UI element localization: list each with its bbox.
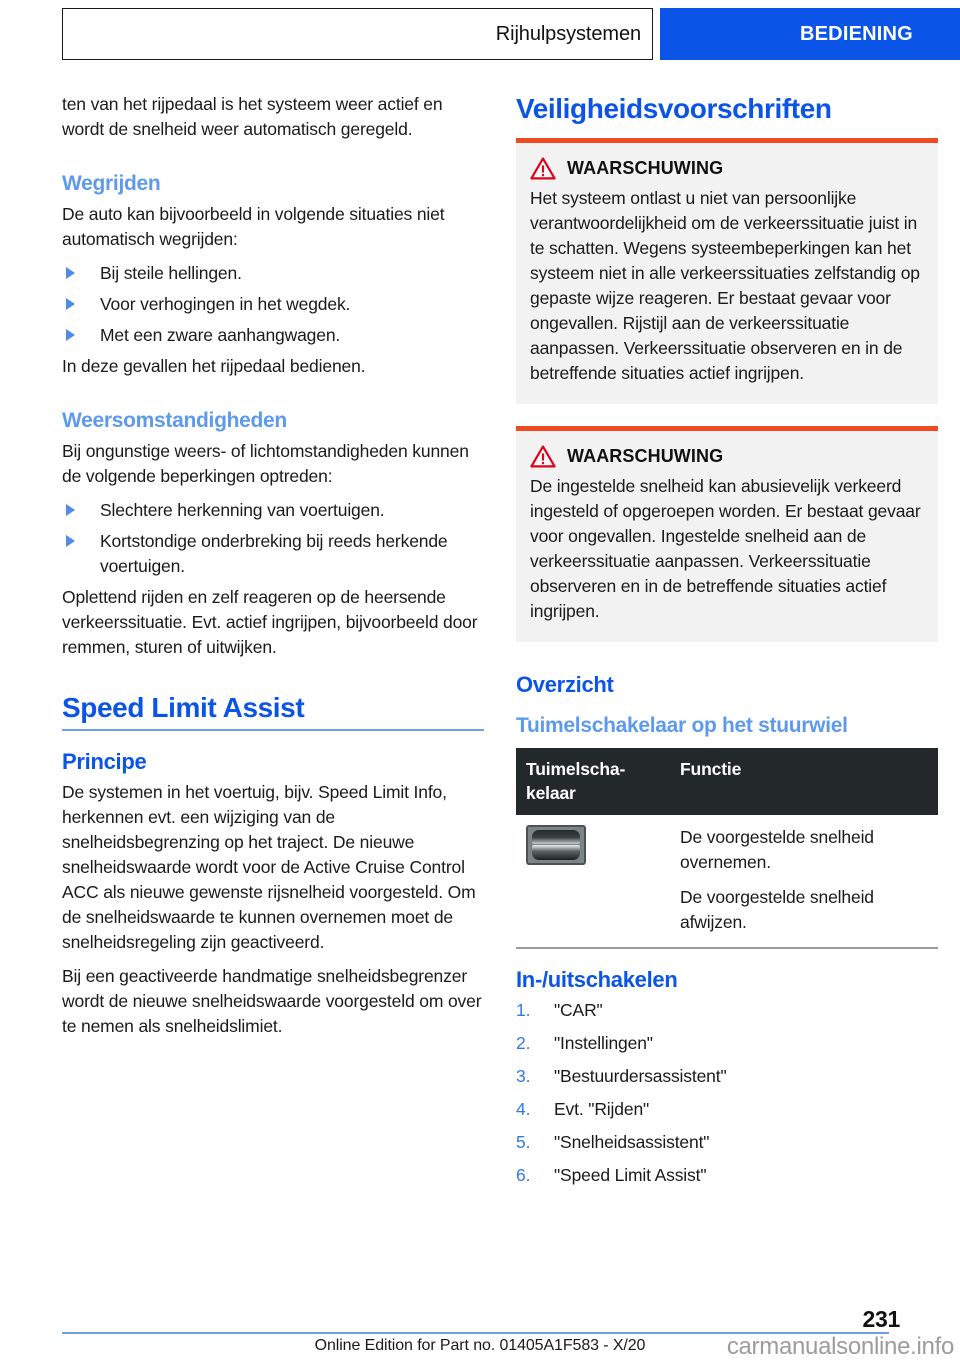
weersomstandigheden-intro: Bij ongunstige weers- of lichtomstandigheden kunnen de volgende beperkingen optreden: xyxy=(62,441,469,486)
wegrijden-intro: De auto kan bijvoorbeeld in volgende situaties niet automatisch wegrijden: xyxy=(62,204,445,249)
list-item xyxy=(516,1163,938,1188)
function-text: De voorgestelde snelheid overnemen. xyxy=(680,827,874,872)
list-item xyxy=(516,998,938,1023)
rocker-switch-icon xyxy=(526,825,586,865)
section-title: Rijhulpsystemen xyxy=(495,22,641,45)
table-row xyxy=(516,815,938,948)
table-column-header-functie: Functie xyxy=(670,748,938,815)
function-text: De voorgestelde snelheid afwijzen. xyxy=(680,887,874,932)
watermark: carmanualsonline.info xyxy=(726,1333,954,1360)
warning-triangle-icon xyxy=(530,157,556,180)
warning-header xyxy=(530,445,924,468)
overview-table xyxy=(516,748,938,949)
warning-triangle-icon xyxy=(530,445,556,468)
step-label: "Snelheidsassistent" xyxy=(554,1132,710,1152)
step-label: Evt. "Rijden" xyxy=(554,1099,650,1119)
intro-paragraph: ten van het rijpedaal is het systeem weer actief en wordt de snelheid weer automatisch geregeld. xyxy=(62,94,443,139)
heading-veiligheidsvoorschriften: Veiligheidsvoorschriften xyxy=(516,93,832,124)
table-head xyxy=(516,748,938,815)
step-label: "CAR" xyxy=(554,1000,603,1020)
warning-label: WAARSCHUWING xyxy=(567,446,724,466)
step-label: "Speed Limit Assist" xyxy=(554,1165,707,1185)
triangle-bullet-icon xyxy=(66,504,75,516)
warning-box xyxy=(516,426,938,642)
step-label: "Instellingen" xyxy=(554,1033,653,1053)
table-cell-functions xyxy=(670,815,938,948)
triangle-bullet-icon xyxy=(66,298,75,310)
heading-principe: Principe xyxy=(62,749,147,774)
heading-speed-limit-assist: Speed Limit Assist xyxy=(62,692,305,723)
heading-tuimelschakelaar: Tuimelschakelaar op het stuurwiel xyxy=(516,714,848,737)
rocker-right-edge xyxy=(571,830,580,860)
right-column xyxy=(516,92,938,1196)
page-number: 231 xyxy=(862,1306,900,1332)
wegrijden-outro: In deze gevallen het rijpedaal bedienen. xyxy=(62,356,366,376)
list-item-label: Voor verhogingen in het wegdek. xyxy=(100,294,351,314)
warning-text: De ingestelde snelheid kan abusievelijk verkeerd ingesteld of opgeroepen worden. Er bestaat gevaar voor ongevallen. Ingestelde snelheid aan de verkeerssituatie aanpassen. Verkeerssituatie observeren en in de betreffende situaties actief ingrijpen. xyxy=(530,476,921,621)
edition-note: Online Edition for Part no. 01405A1F583 - X/20 xyxy=(314,1337,646,1354)
step-number: 4. xyxy=(516,1099,531,1119)
list-item xyxy=(516,1130,938,1155)
list-item xyxy=(62,498,484,523)
chapter-label: BEDIENING xyxy=(800,22,913,45)
list-item xyxy=(516,1097,938,1122)
in-uitschakelen-steps xyxy=(516,998,938,1188)
list-item-label: Bij steile hellingen. xyxy=(100,263,242,283)
warning-header xyxy=(530,157,924,180)
heading-rule xyxy=(62,729,484,731)
step-number: 1. xyxy=(516,1000,531,1020)
step-number: 6. xyxy=(516,1165,531,1185)
list-item xyxy=(62,292,484,317)
heading-in-uitschakelen: In-/uitschakelen xyxy=(516,967,678,992)
table-body xyxy=(516,815,938,948)
list-item xyxy=(62,323,484,348)
warning-box xyxy=(516,138,938,404)
section-title-box xyxy=(62,8,653,60)
heading-wegrijden: Wegrijden xyxy=(62,172,161,195)
step-number: 5. xyxy=(516,1132,531,1152)
triangle-bullet-icon xyxy=(66,535,75,547)
principe-paragraph-2: Bij een geactiveerde handmatige snelheidsbegrenzer wordt de nieuwe snelheidswaarde voorgesteld om over te nemen als snelheidslimiet. xyxy=(62,966,482,1036)
list-item xyxy=(516,1064,938,1089)
list-item xyxy=(62,261,484,286)
list-item xyxy=(516,1031,938,1056)
triangle-bullet-icon xyxy=(66,267,75,279)
list-item-label: Kortstondige onderbreking bij reeds herkende voertuigen. xyxy=(100,531,448,576)
wegrijden-bullet-list xyxy=(62,261,484,348)
weersomstandigheden-outro: Oplettend rijden en zelf reageren op de heersende verkeerssituatie. Evt. actief ingrijpen, bijvoorbeeld door remmen, sturen of uitwijken. xyxy=(62,587,478,657)
list-item-label: Met een zware aanhangwagen. xyxy=(100,325,341,345)
list-item xyxy=(62,529,484,579)
weersomstandigheden-bullet-list xyxy=(62,498,484,579)
step-label: "Bestuurdersassistent" xyxy=(554,1066,727,1086)
left-column xyxy=(62,92,484,1048)
heading-overzicht: Overzicht xyxy=(516,672,614,697)
principe-paragraph-1: De systemen in het voertuig, bijv. Speed Limit Info, herkennen evt. een wijziging van de snelheidsbegrenzing op het traject. De nieuwe snelheidswaarde wordt voor de Active Cruise Control ACC als nieuwe gewenste rijsnelheid voorgesteld. Om de snelheidswaarde te kunnen overnemen moet de snelheidsregeling zijn geactiveerd. xyxy=(62,782,476,952)
warning-label: WAARSCHUWING xyxy=(567,158,724,178)
table-header-row xyxy=(516,748,938,815)
list-item-label: Slechtere herkenning van voertuigen. xyxy=(100,500,385,520)
step-number: 2. xyxy=(516,1033,531,1053)
triangle-bullet-icon xyxy=(66,329,75,341)
page-header xyxy=(0,0,960,68)
heading-weersomstandigheden: Weersomstandigheden xyxy=(62,409,287,432)
table-column-header-tuimelschakelaar: Tuimelscha-kelaar xyxy=(516,748,670,815)
warning-text: Het systeem ontlast u niet van persoonlijke verantwoordelijkheid om de verkeerssituatie juist in te schatten. Wegens systeembeperkingen kan het systeem niet in alle verkeerssituaties zelfstandig op gepaste wijze reageren. Er bestaat gevaar voor ongevallen. Rijstijl aan de verkeerssituatie aanpassen. Verkeerssituatie observeren en in de betreffende situaties actief ingrijpen. xyxy=(530,188,920,383)
chapter-tab xyxy=(660,8,960,60)
table-cell-icon xyxy=(516,815,670,948)
step-number: 3. xyxy=(516,1066,531,1086)
